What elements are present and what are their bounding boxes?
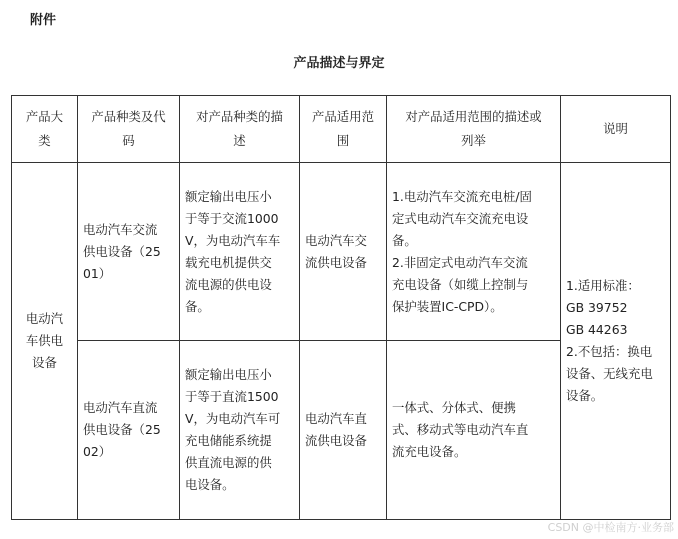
kind-code-cell: 电动汽车直流 供电设备（25 02） (78, 341, 180, 520)
header-scope: 产品适用范 围 (300, 96, 387, 163)
header-scope-desc: 对产品适用范围的描述或 列举 (387, 96, 561, 163)
table-row (12, 163, 671, 341)
note-cell: 1.适用标准： GB 39752 GB 44263 2.不包括：换电 设备、无线充电 设备。 (561, 163, 671, 520)
page-title: 产品描述与界定 (293, 56, 385, 71)
table-header-row (12, 96, 671, 163)
watermark: CSDN @中检南方·业务部 (547, 521, 674, 534)
scope-desc-cell: 一体式、分体式、便携 式、移动式等电动汽车直 流充电设备。 (387, 341, 561, 520)
header-kind-desc: 对产品种类的描 述 (180, 96, 300, 163)
scope-cell: 电动汽车直 流供电设备 (300, 341, 387, 520)
product-table (11, 95, 671, 520)
attachment-label: 附件 (30, 13, 57, 28)
kind-code-cell: 电动汽车交流 供电设备（25 01） (78, 163, 180, 341)
kind-desc-cell: 额定输出电压小 于等于交流1000 V，为电动汽车车 载充电机提供交 流电源的供电设 备。 (180, 163, 300, 341)
kind-desc-cell: 额定输出电压小 于等于直流1500 V，为电动汽车可 充电储能系统提 供直流电源的供 电设备。 (180, 341, 300, 520)
header-note: 说明 (561, 96, 671, 163)
category-cell: 电动汽 车供电 设备 (12, 163, 78, 520)
header-kind-code: 产品种类及代 码 (78, 96, 180, 163)
scope-cell: 电动汽车交 流供电设备 (300, 163, 387, 341)
scope-desc-cell: 1.电动汽车交流充电桩/固 定式电动汽车交流充电设 备。 2.非固定式电动汽车交流 充电设备（如缆上控制与 保护装置IC-CPD）。 (387, 163, 561, 341)
header-category: 产品大 类 (12, 96, 78, 163)
